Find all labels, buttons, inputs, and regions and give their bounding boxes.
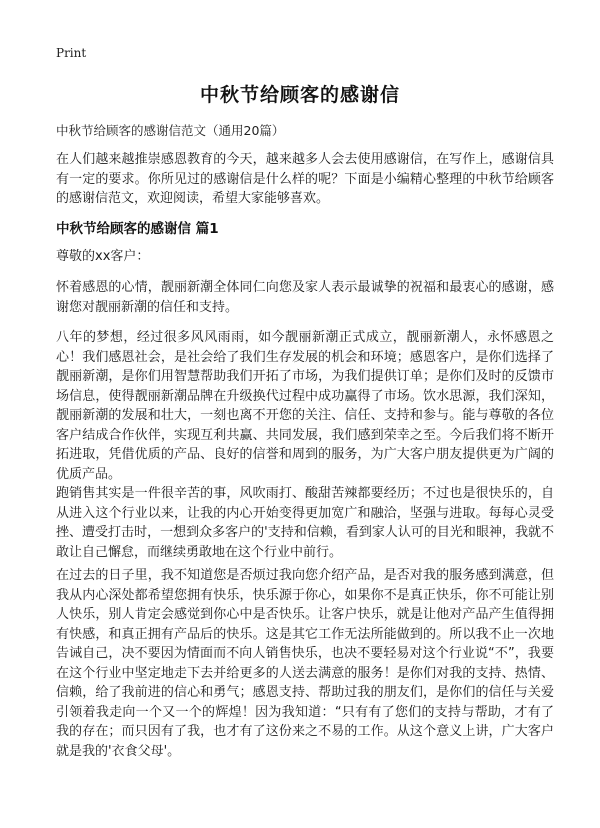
document-title: 中秋节给顾客的感谢信	[199, 84, 400, 106]
print-link[interactable]: Print	[56, 46, 87, 60]
body-paragraph-3: 跑销售其实是一件很辛苦的事，风吹雨打、酸甜苦辣都要经历；不过也是很快乐的，自从进入这个行业以来，让我的内心开始变得更加宽广和融洽，坚强与进取。每每心灵受挫、遭受打击时，一想到众多客户的'支持和信赖，看到家人认可的目光和眼神，我就不敢让自己懈怠，而继续勇敢地在这个行业中前行。	[56, 486, 554, 560]
document-subtitle: 中秋节给顾客的感谢信范文（通用20篇）	[56, 123, 285, 138]
body-paragraph-2: 八年的梦想，经过很多风风雨雨，如今靓丽新潮正式成立，靓丽新潮人，永怀感恩之心！我们感恩社会，是社会给了我们生存发展的机会和环境；感恩客户，是你们选择了靓丽新潮，是你们用智慧帮助我们开拓了市场，为我们提供订单；是你们及时的反馈市场信息，使得靓丽新潮品牌在升级换代过程中成功赢得了市场。饮水思源，我们深知，靓丽新潮的发展和壮大，一刻也离不开您的关注、信任、支持和参与。能与尊敬的各位客户结成合作伙伴，实现互利共赢、共同发展，我们感到荣幸之至。今后我们将不断开拓进取，凭借优质的产品、良好的信誉和周到的服务，为广大客户朋友提供更为广阔的优质产品。	[56, 330, 554, 482]
body-paragraph-1: 怀着感恩的心情，靓丽新潮全体同仁向您及家人表示最诚挚的祝福和最衷心的感谢，感谢您对靓丽新潮的信任和支持。	[56, 280, 554, 315]
section-heading: 中秋节给顾客的感谢信 篇1	[56, 221, 219, 237]
salutation: 尊敬的xx客户：	[56, 249, 150, 264]
intro-paragraph: 在人们越来越推崇感恩教育的今天，越来越多人会去使用感谢信，在写作上，感谢信具有一定的要求。你所见过的感谢信是什么样的呢？下面是小编精心整理的中秋节给顾客的感谢信范文，欢迎阅读，希望大家能够喜欢。	[56, 152, 554, 206]
body-paragraph-4: 在过去的日子里，我不知道您是否烦过我向您介绍产品，是否对我的服务感到满意，但我从内心深处都希望您拥有快乐，快乐源于你心，如果你不是真正快乐，你不可能让别人快乐，别人肯定会感觉到你心中是否快乐。让客户快乐，就是让他对产品产生值得拥有快感，和真正拥有产品后的快乐。这是其它工作无法所能做到的。所以我不止一次地告诫自己，决不要因为情面而不向人销售快乐，也决不要轻易对这个行业说“不”，我要在这个行业中坚定地走下去并给更多的人送去满意的服务！是你们对我的支持、热情、信赖，给了我前进的信心和勇气；感恩支持、帮助过我的朋友们，是你们的信任与关爱引领着我走向一个又一个的辉煌！因为我知道：“只有有了您们的支持与帮助，才有了我的存在；而只因有了我，也才有了这份来之不易的工作。从这个意义上讲，广大客户就是我的'衣食父母'。	[56, 568, 554, 759]
